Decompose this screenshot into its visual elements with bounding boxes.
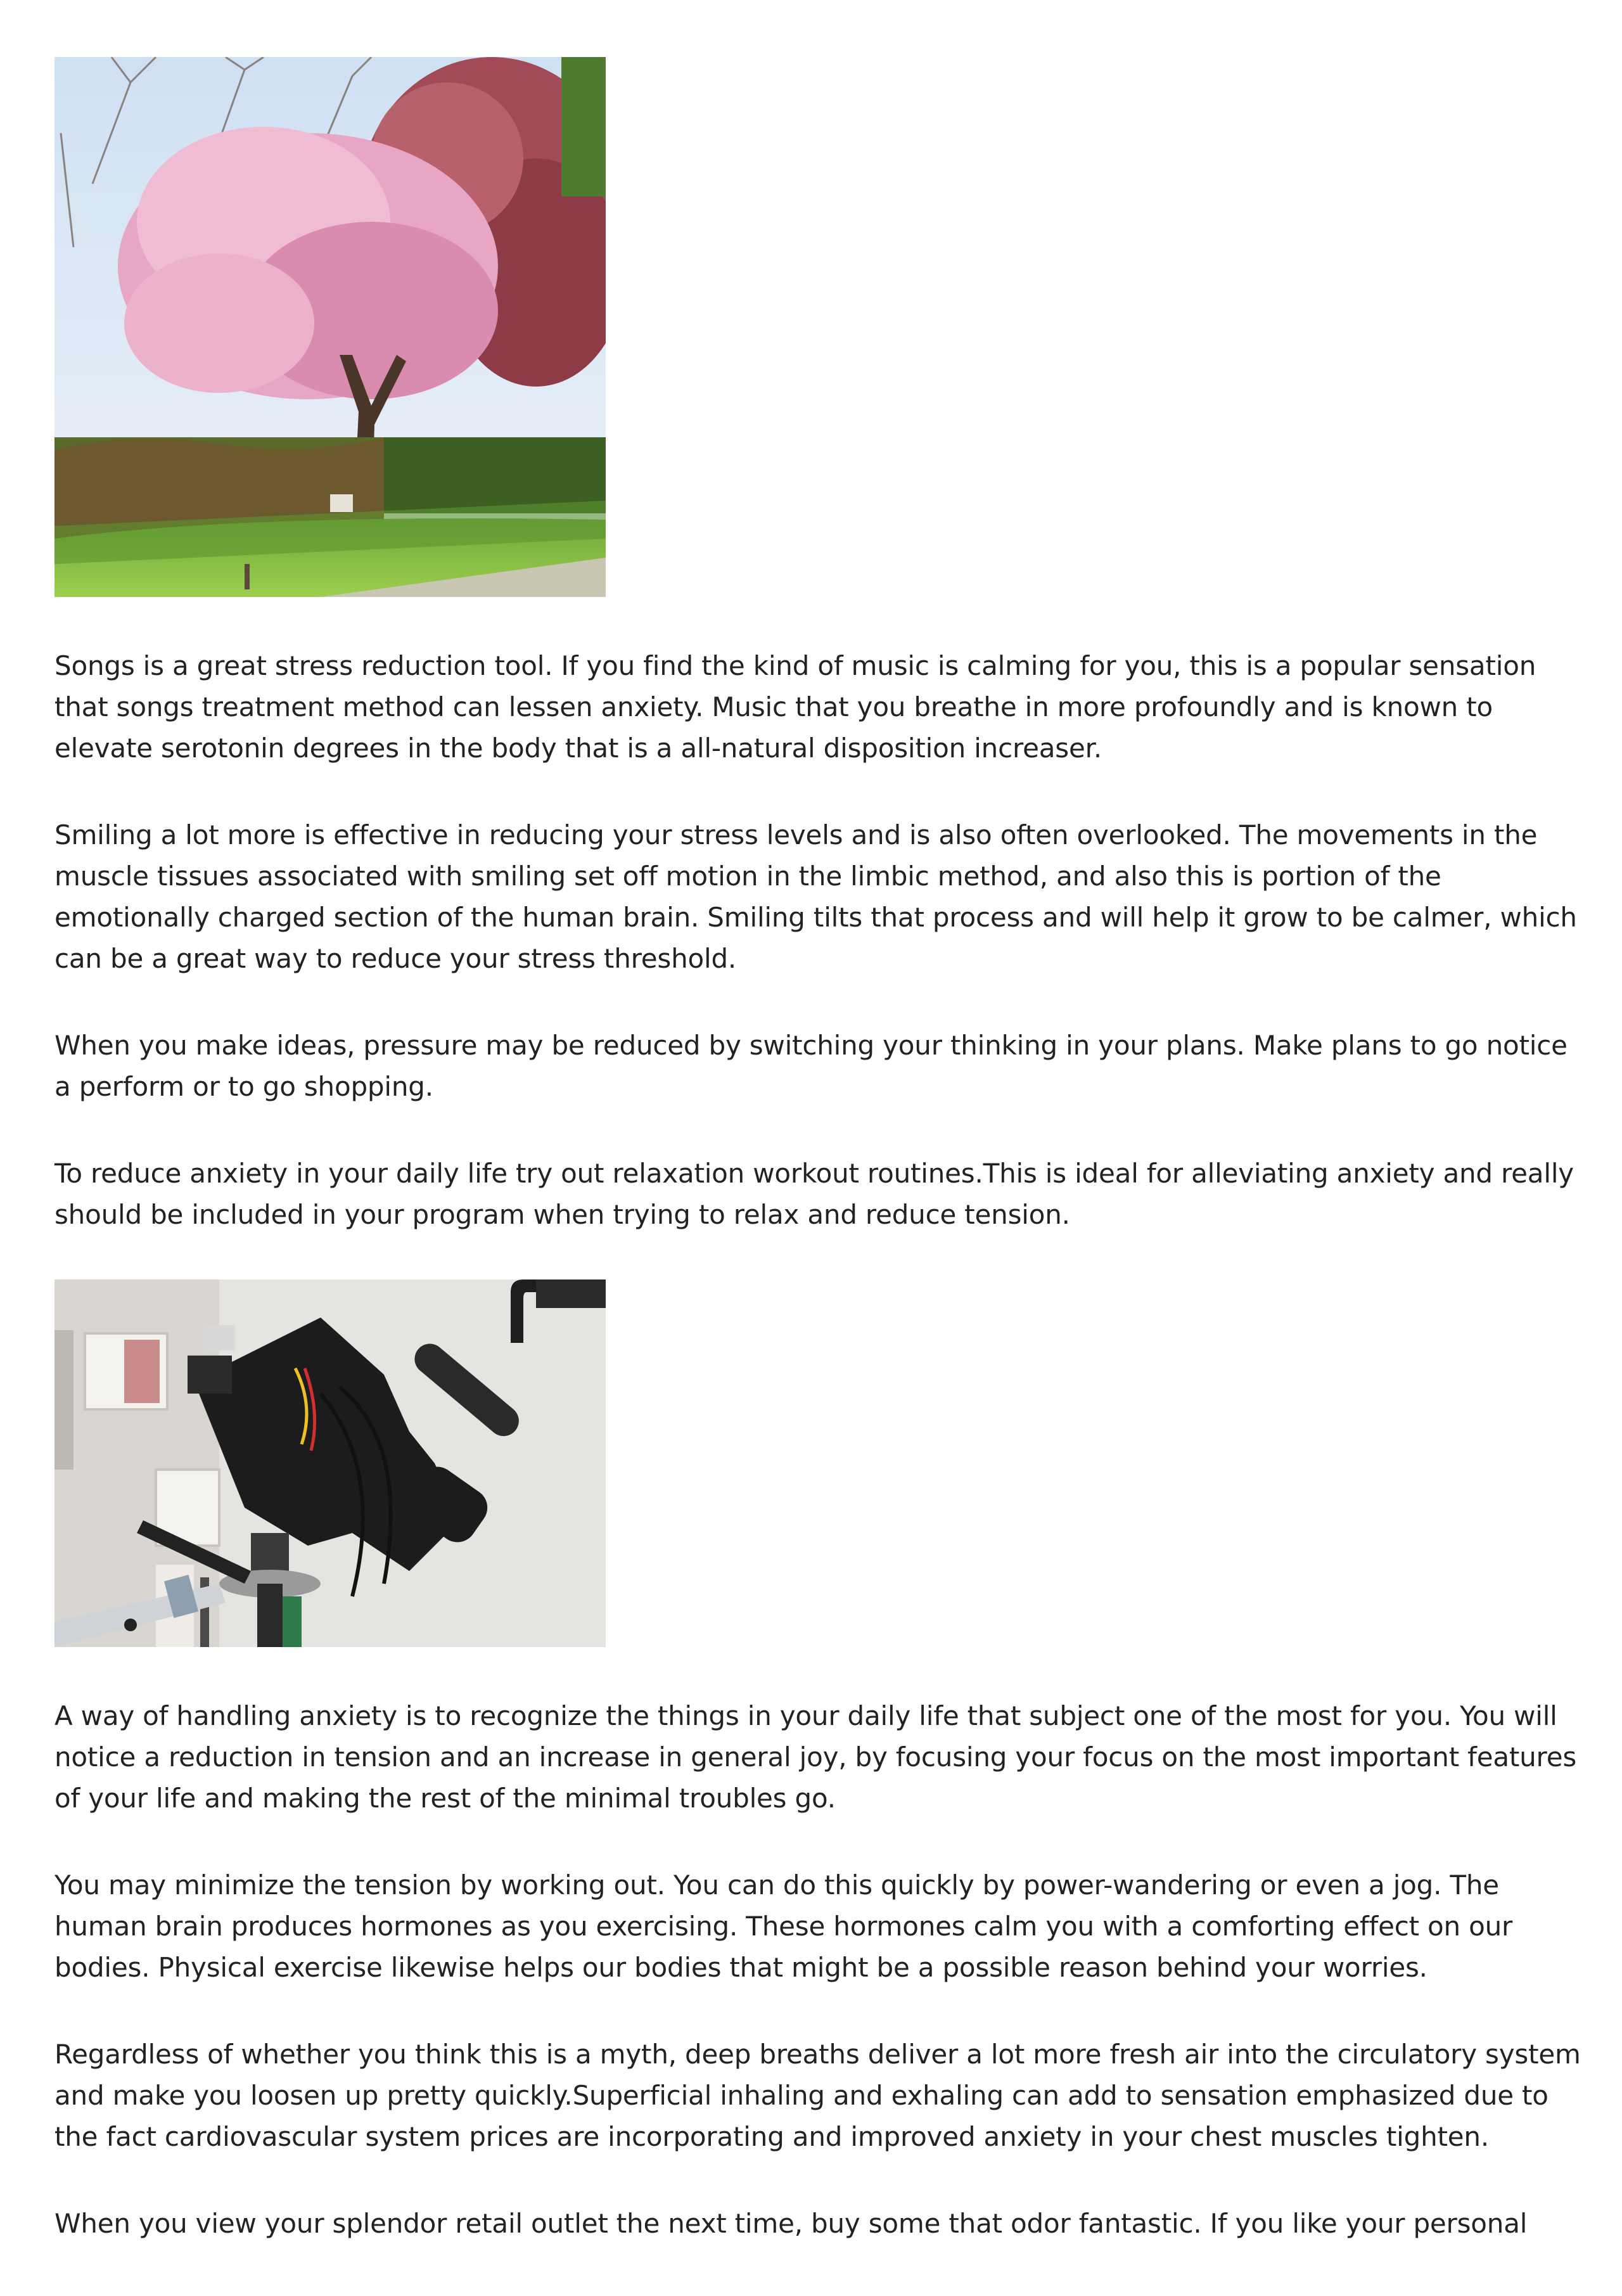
video-camera-icon [54, 1279, 606, 1647]
article [54, 57, 1588, 2244]
cherry-blossom-tree-icon [54, 57, 606, 597]
paragraph: Regardless of whether you think this is a myth, deep breaths deliver a lot more fresh air into the circulatory system and make you loosen up pretty quickly.Superficial inhaling and exhaling can add to sensation emphasized due to the fact cardiovascular system prices are incorporating and improved anxiety in your chest muscles tighten. [54, 2039, 1581, 2152]
paragraph: When you make ideas, pressure may be reduced by switching your thinking in your plans. Make plans to go notice a perform or to go shopping. [54, 1030, 1568, 1102]
camera-photo [54, 1279, 606, 1647]
paragraph: When you view your splendor retail outlet the next time, buy some that odor fantastic. If you like your personal [54, 2208, 1528, 2239]
paragraph: A way of handling anxiety is to recognize the things in your daily life that subject one of the most for you. You will notice a reduction in tension and an increase in general joy, by focusing your focus on the most important features of your life and making the rest of the minimal troubles go. [54, 1700, 1577, 1814]
paragraph: Smiling a lot more is effective in reducing your stress levels and is also often overlooked. The movements in the muscle tissues associated with smiling set off motion in the limbic method, and also this is portion of the emotionally charged section of the human brain. Smiling tilts that process and will help it grow to be calmer, which can be a great way to reduce your stress threshold. [54, 819, 1577, 974]
tree-photo [54, 57, 606, 597]
paragraph: Songs is a great stress reduction tool. If you find the kind of music is calming for you, this is a popular sensation that songs treatment method can lessen anxiety. Music that you breathe in more profoundly and is known to elevate serotonin degrees in the body that is a all-natural disposition increaser. [54, 650, 1536, 764]
paragraph: You may minimize the tension by working out. You can do this quickly by power-wandering or even a jog. The human brain produces hormones as you exercising. These hormones calm you with a comforting effect on our bodies. Physical exercise likewise helps our bodies that might be a possible reason behind your worries. [54, 1870, 1513, 1983]
paragraph: To reduce anxiety in your daily life try out relaxation workout routines.This is ideal for alleviating anxiety and really should be included in your program when trying to relax and reduce tension. [54, 1158, 1574, 1230]
